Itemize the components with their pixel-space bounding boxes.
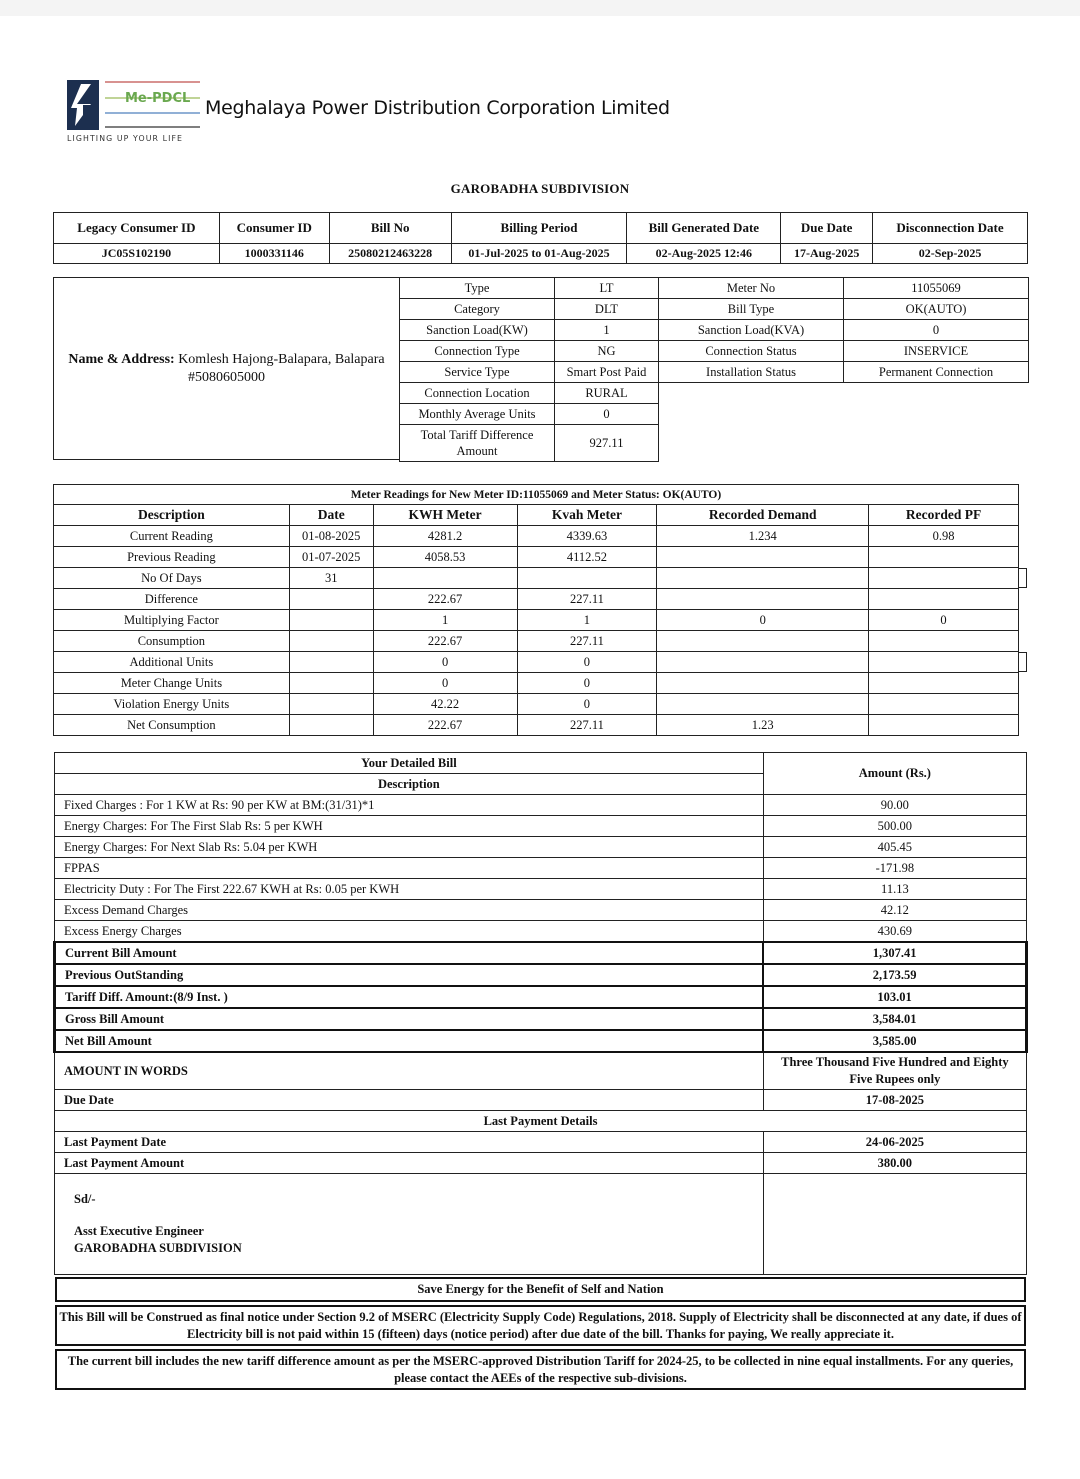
meter-reading-cell: 1.23 (657, 715, 869, 736)
due-date-row (55, 1090, 1027, 1111)
charge-amount: 42.12 (763, 900, 1026, 921)
meter-reading-cell: 222.67 (373, 715, 517, 736)
connection-info-row (659, 278, 1029, 299)
total-label: Current Bill Amount (55, 942, 764, 964)
meter-reading-cell: Net Consumption (54, 715, 290, 736)
meter-reading-row (54, 547, 1019, 568)
connection-info-right-table (658, 277, 1029, 383)
charge-amount: 11.13 (763, 879, 1026, 900)
meter-reading-cell (657, 652, 869, 673)
name-address-label: Name & Address: (68, 352, 175, 367)
last-payment-amount-row (55, 1153, 1027, 1174)
connection-info-row (400, 299, 659, 320)
connection-info-row (400, 425, 659, 462)
consumer-name: Komlesh Hajong-Balapara, Balapara (178, 352, 385, 367)
charge-description: Energy Charges: For Next Slab Rs: 5.04 per KWH (55, 837, 764, 858)
top-bar (0, 0, 1080, 16)
detailed-bill-table (53, 752, 1028, 1275)
last-payment-date-label: Last Payment Date (55, 1132, 764, 1153)
signature-title: Asst Executive Engineer (74, 1224, 204, 1238)
connection-info-label: Connection Status (659, 341, 844, 362)
billing-period: 01-Jul-2025 to 01-Aug-2025 (451, 244, 627, 264)
charge-amount: 430.69 (763, 921, 1026, 943)
meter-reading-cell (517, 568, 657, 589)
amount-in-words: Three Thousand Five Hundred and Eighty Five Rupees only (763, 1052, 1026, 1090)
last-payment-date-row (55, 1132, 1027, 1153)
meter-reading-cell: Multiplying Factor (54, 610, 290, 631)
connection-info-row (400, 404, 659, 425)
disconnection-date: 02-Sep-2025 (873, 244, 1028, 264)
meter-readings-header-cell: Kvah Meter (517, 505, 657, 526)
meter-reading-cell (289, 694, 373, 715)
connection-info-value: LT (555, 278, 659, 299)
connection-info-label: Installation Status (659, 362, 844, 383)
charge-amount: 405.45 (763, 837, 1026, 858)
bill-no: 25080212463228 (329, 244, 451, 264)
connection-info-value: 927.11 (555, 425, 659, 462)
charge-description: Electricity Duty : For The First 222.67 KWH at Rs: 0.05 per KWH (55, 879, 764, 900)
bill-summary-table (53, 212, 1028, 264)
meter-reading-row (54, 589, 1019, 610)
meter-reading-cell (869, 568, 1019, 589)
table-edge-stub (1018, 568, 1027, 588)
signature-blank-cell (763, 1174, 1026, 1275)
total-label: Gross Bill Amount (55, 1008, 764, 1030)
meter-reading-cell: 227.11 (517, 589, 657, 610)
last-payment-amount: 380.00 (763, 1153, 1026, 1174)
meter-reading-cell: Additional Units (54, 652, 290, 673)
meter-reading-cell (869, 547, 1019, 568)
header-bill-no: Bill No (329, 213, 451, 244)
total-amount: 3,585.00 (763, 1030, 1026, 1052)
meter-reading-row (54, 631, 1019, 652)
charge-description: Excess Energy Charges (55, 921, 764, 943)
meter-reading-cell: 0 (517, 652, 657, 673)
meter-reading-cell (657, 589, 869, 610)
meter-reading-cell (289, 652, 373, 673)
meter-reading-cell: Consumption (54, 631, 290, 652)
connection-info-value: Smart Post Paid (555, 362, 659, 383)
charge-description: Fixed Charges : For 1 KW at Rs: 90 per KW at BM:(31/31)*1 (55, 795, 764, 816)
connection-info-row (659, 362, 1029, 383)
meter-readings-header-cell: Description (54, 505, 290, 526)
meter-reading-cell: Difference (54, 589, 290, 610)
header-legacy-consumer-id: Legacy Consumer ID (54, 213, 220, 244)
connection-info-label: Sanction Load(KVA) (659, 320, 844, 341)
signature-sd: Sd/- (74, 1192, 96, 1206)
svg-text:LIGHTING UP YOUR LIFE: LIGHTING UP YOUR LIFE (67, 134, 184, 143)
description-header: Description (55, 774, 764, 795)
connection-info-label: Category (400, 299, 555, 320)
charge-row (55, 921, 1027, 943)
tariff-difference-note: The current bill includes the new tariff difference amount as per the MSERC-approved Distribution Tariff for 2024-25, to be collected in nine equal installments. For any queries, please contact the AEEs of the respective sub-divisions. (55, 1349, 1026, 1390)
name-address-box (53, 277, 399, 460)
connection-info-value: INSERVICE (844, 341, 1029, 362)
bill-generated-date: 02-Aug-2025 12:46 (627, 244, 781, 264)
connection-info-row (400, 278, 659, 299)
signature-block (55, 1174, 764, 1275)
meter-reading-cell: 01-08-2025 (289, 526, 373, 547)
meter-reading-cell: 01-07-2025 (289, 547, 373, 568)
meter-reading-cell (289, 715, 373, 736)
total-amount: 1,307.41 (763, 942, 1026, 964)
meter-readings-header-cell: Date (289, 505, 373, 526)
connection-info-value: 0 (844, 320, 1029, 341)
meter-reading-cell: 0 (373, 673, 517, 694)
company-name: Meghalaya Power Distribution Corporation Limited (205, 97, 670, 119)
meter-reading-cell (869, 694, 1019, 715)
connection-info-value: Permanent Connection (844, 362, 1029, 383)
mepdcl-logo (67, 80, 202, 144)
last-payment-title: Last Payment Details (55, 1111, 1027, 1132)
meter-reading-cell: 1.234 (657, 526, 869, 547)
meter-reading-cell: 0 (869, 610, 1019, 631)
connection-info-value: DLT (555, 299, 659, 320)
header-disconnection-date: Disconnection Date (873, 213, 1028, 244)
connection-info-row (659, 320, 1029, 341)
amount-in-words-label: AMOUNT IN WORDS (55, 1052, 764, 1090)
meter-reading-cell: 4339.63 (517, 526, 657, 547)
consumer-id: 1000331146 (219, 244, 329, 264)
meter-reading-cell (869, 652, 1019, 673)
total-label: Net Bill Amount (55, 1030, 764, 1052)
connection-info-label: Bill Type (659, 299, 844, 320)
meter-readings-header-cell: Recorded Demand (657, 505, 869, 526)
connection-info-value: NG (555, 341, 659, 362)
save-energy-slogan: Save Energy for the Benefit of Self and Nation (55, 1277, 1026, 1302)
connection-info-left-table (399, 277, 659, 462)
signature-office: GAROBADHA SUBDIVISION (74, 1241, 242, 1255)
header-consumer-id: Consumer ID (219, 213, 329, 244)
meter-reading-cell (869, 631, 1019, 652)
meter-reading-row (54, 673, 1019, 694)
connection-info-label: Connection Type (400, 341, 555, 362)
connection-info-value: 0 (555, 404, 659, 425)
meter-reading-cell: 42.22 (373, 694, 517, 715)
connection-info-label: Service Type (400, 362, 555, 383)
meter-reading-cell: Meter Change Units (54, 673, 290, 694)
meter-reading-row (54, 568, 1019, 589)
meter-reading-cell: Previous Reading (54, 547, 290, 568)
meter-reading-cell: 4058.53 (373, 547, 517, 568)
meter-reading-cell (869, 673, 1019, 694)
meter-reading-cell (289, 631, 373, 652)
total-amount: 3,584.01 (763, 1008, 1026, 1030)
total-row (55, 986, 1027, 1008)
meter-reading-cell (657, 547, 869, 568)
connection-info-value: 1 (555, 320, 659, 341)
total-row (55, 964, 1027, 986)
detailed-bill-title: Your Detailed Bill (55, 753, 764, 774)
connection-info-row (400, 341, 659, 362)
svg-text:Me-PDCL: Me-PDCL (125, 91, 191, 106)
meter-reading-cell: 227.11 (517, 715, 657, 736)
connection-info-row (659, 341, 1029, 362)
meter-reading-cell: 222.67 (373, 589, 517, 610)
meter-reading-cell: 222.67 (373, 631, 517, 652)
consumer-address: #5080605000 (188, 370, 265, 385)
meter-readings-caption: Meter Readings for New Meter ID:11055069 and Meter Status: OK(AUTO) (54, 485, 1019, 505)
meter-reading-row (54, 526, 1019, 547)
meter-reading-cell (289, 589, 373, 610)
connection-info-row (659, 299, 1029, 320)
connection-info-label: Meter No (659, 278, 844, 299)
total-row (55, 1008, 1027, 1030)
meter-reading-cell: 0 (657, 610, 869, 631)
total-label: Tariff Diff. Amount:(8/9 Inst. ) (55, 986, 764, 1008)
subdivision-title: GAROBADHA SUBDIVISION (450, 181, 630, 196)
charge-amount: 90.00 (763, 795, 1026, 816)
meter-readings-header-row (54, 505, 1019, 526)
due-date: 17-Aug-2025 (781, 244, 873, 264)
bill-summary-header-row (54, 213, 1028, 244)
total-row (55, 942, 1027, 964)
connection-info-value: RURAL (555, 383, 659, 404)
meter-reading-cell: 0 (373, 652, 517, 673)
header-billing-period: Billing Period (451, 213, 627, 244)
charge-row (55, 858, 1027, 879)
meter-reading-cell (289, 610, 373, 631)
disconnection-notice: This Bill will be Construed as final notice under Section 9.2 of MSERC (Electricity Supply Code) Regulations, 2018. Supply of Electricity shall be disconnected at any date, if dues of Electricity bill is not paid within 15 (fifteen) days (notice period) after due date of the bill. Thanks for paying, We really appreciate it. (55, 1305, 1026, 1346)
meter-reading-row (54, 652, 1019, 673)
meter-readings-header-cell: KWH Meter (373, 505, 517, 526)
bill-summary-value-row (54, 244, 1028, 264)
meter-reading-cell (657, 694, 869, 715)
charge-amount: -171.98 (763, 858, 1026, 879)
meter-reading-cell (657, 568, 869, 589)
meter-reading-cell (289, 673, 373, 694)
meter-reading-cell: 4281.2 (373, 526, 517, 547)
meter-reading-cell (657, 631, 869, 652)
connection-info-label: Type (400, 278, 555, 299)
charge-row (55, 816, 1027, 837)
charge-description: FPPAS (55, 858, 764, 879)
last-payment-date: 24-06-2025 (763, 1132, 1026, 1153)
meter-readings-table (53, 484, 1019, 736)
connection-info-label: Monthly Average Units (400, 404, 555, 425)
connection-info-row (400, 362, 659, 383)
meter-reading-cell: 0.98 (869, 526, 1019, 547)
meter-reading-cell (869, 715, 1019, 736)
connection-info-row (400, 320, 659, 341)
logo-icon (67, 80, 202, 144)
total-amount: 2,173.59 (763, 964, 1026, 986)
amount-in-words-row (55, 1052, 1027, 1090)
meter-reading-cell (657, 673, 869, 694)
meter-reading-cell (869, 589, 1019, 610)
charge-row (55, 879, 1027, 900)
legacy-consumer-id: JC05S102190 (54, 244, 220, 264)
last-payment-amount-label: Last Payment Amount (55, 1153, 764, 1174)
connection-info-value: OK(AUTO) (844, 299, 1029, 320)
amount-header: Amount (Rs.) (763, 753, 1026, 795)
meter-reading-row (54, 715, 1019, 736)
meter-reading-cell (373, 568, 517, 589)
charge-row (55, 900, 1027, 921)
total-row (55, 1030, 1027, 1052)
table-edge-stub (1018, 652, 1027, 672)
signature-row (55, 1174, 1027, 1275)
connection-info-value: 11055069 (844, 278, 1029, 299)
connection-info-row (400, 383, 659, 404)
meter-reading-cell: Violation Energy Units (54, 694, 290, 715)
charge-description: Energy Charges: For The First Slab Rs: 5 per KWH (55, 816, 764, 837)
meter-reading-cell: 1 (517, 610, 657, 631)
meter-reading-row (54, 694, 1019, 715)
meter-reading-cell: 227.11 (517, 631, 657, 652)
meter-reading-cell: 0 (517, 673, 657, 694)
due-date-label: Due Date (55, 1090, 764, 1111)
charge-amount: 500.00 (763, 816, 1026, 837)
charge-row (55, 795, 1027, 816)
total-label: Previous OutStanding (55, 964, 764, 986)
meter-reading-cell: 4112.52 (517, 547, 657, 568)
header-due-date: Due Date (781, 213, 873, 244)
connection-info-label: Connection Location (400, 383, 555, 404)
meter-reading-cell: 0 (517, 694, 657, 715)
meter-readings-header-cell: Recorded PF (869, 505, 1019, 526)
connection-info-label: Total Tariff Difference Amount (400, 425, 555, 462)
due-date-value: 17-08-2025 (763, 1090, 1026, 1111)
meter-reading-row (54, 610, 1019, 631)
charge-description: Excess Demand Charges (55, 900, 764, 921)
total-amount: 103.01 (763, 986, 1026, 1008)
meter-reading-cell: 31 (289, 568, 373, 589)
connection-info-label: Sanction Load(KW) (400, 320, 555, 341)
charge-row (55, 837, 1027, 858)
meter-reading-cell: 1 (373, 610, 517, 631)
meter-reading-cell: No Of Days (54, 568, 290, 589)
header-bill-generated-date: Bill Generated Date (627, 213, 781, 244)
meter-reading-cell: Current Reading (54, 526, 290, 547)
